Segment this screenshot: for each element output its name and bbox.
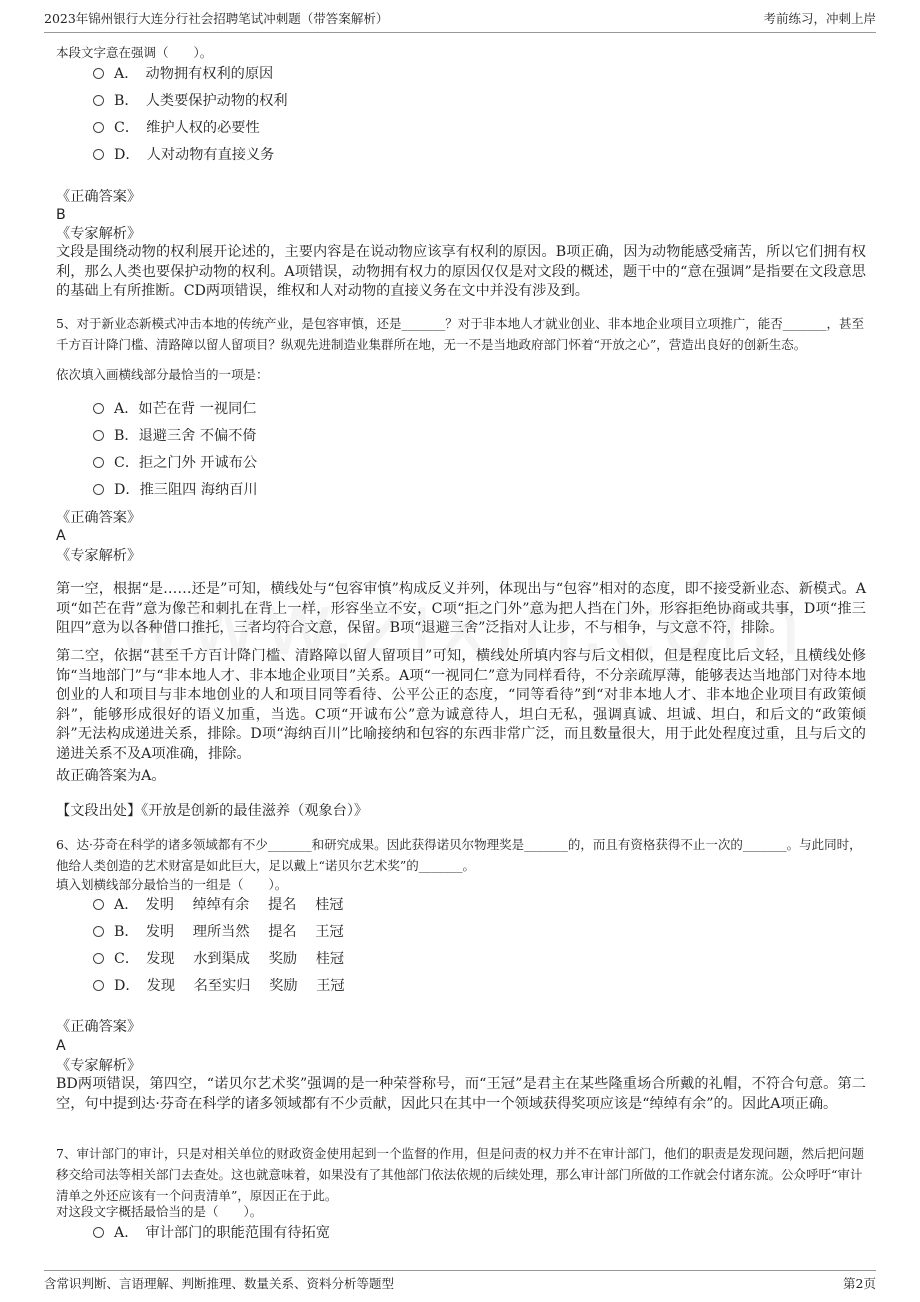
q7-option-a[interactable]: A． 审计部门的职能范围有待拓宽	[93, 1222, 330, 1244]
radio-icon[interactable]	[93, 926, 104, 937]
q4-answer: B	[56, 207, 66, 223]
q5-answer-label: 《正确答案》	[56, 510, 142, 526]
q4-analysis-label: 《专家解析》	[56, 226, 142, 242]
q4-option-b[interactable]: B． 人类要保护动物的权利	[93, 90, 288, 112]
q5-option-b[interactable]: B．退避三舍 不偏不倚	[93, 425, 257, 447]
q5-prompt: 依次填入画横线部分最恰当的一项是：	[56, 367, 269, 382]
radio-icon[interactable]	[93, 430, 104, 441]
footer-topics: 含常识判断、言语理解、判断推理、数量关系、资料分析等题型	[44, 1276, 395, 1291]
radio-icon[interactable]	[93, 484, 104, 495]
page-number: 第2页	[843, 1276, 876, 1291]
q5-source: 【文段出处】《开放是创新的最佳滋养（观象台）》	[56, 803, 369, 819]
radio-icon[interactable]	[93, 457, 104, 468]
q4-analysis: 文段是围绕动物的权利展开论述的，主要内容是在说动物应该享有权利的原因。B项正确，因为动物能感受痛苦，所以它们拥有权利，那么人类也要保护动物的权利。A项错误，动物拥有权力的原因仅仅是对文段的概述，题干中的“意在强调”是指要在文段意思的基础上有所推断。CD两项错误，维权和人对动物的直接义务在文中并没有涉及到。	[56, 244, 866, 299]
q4-option-c[interactable]: C． 维护人权的必要性	[93, 117, 260, 139]
q5-stem: 5、对于新业态新模式冲击本地的传统产业，是包容审慎，还是_______？对于非本地人才就业创业、非本地企业项目立项推广，能否_______，甚至千方百计降门槛、清路障以留人留项目？纵观先进制造业集群所在地，无一不是当地政府部门怀着“开放之心”，营造出良好的创新生态。	[56, 316, 864, 352]
q6-answer-label: 《正确答案》	[56, 1019, 142, 1035]
q4-option-a[interactable]: A． 动物拥有权利的原因	[93, 63, 273, 85]
q4-answer-label: 《正确答案》	[56, 189, 142, 205]
q7-stem: 7、审计部门的审计，只是对相关单位的财政资金使用起到一个监督的作用，但是问责的权力并不在审计部门，他们的职责是发现问题，然后把问题移交给司法等相关部门去查处。这也就意味着，如果没有了其他部门依法依规的后续处理，那么审计部门所做的工作就会付诸东流。公众呼吁“审计清单之外还应该有一个问责清单”，原因正在于此。	[56, 1146, 864, 1203]
q5-option-c[interactable]: C．拒之门外 开诚布公	[93, 452, 257, 474]
q5-conclusion: 故正确答案为A。	[56, 768, 166, 784]
radio-icon[interactable]	[93, 95, 104, 106]
q6-option-a[interactable]: A． 发明 绰绰有余 提名 桂冠	[93, 894, 344, 916]
radio-icon[interactable]	[93, 1227, 104, 1238]
q6-analysis-label: 《专家解析》	[56, 1058, 142, 1074]
radio-icon[interactable]	[93, 953, 104, 964]
q4-stem: 本段文字意在强调（ ）。	[56, 45, 213, 60]
q6-analysis: BD两项错误，第四空，“诺贝尔艺术奖”强调的是一种荣誉称号，而“王冠”是君主在某些隆重场合所戴的礼帽，不符合句意。第二空，句中提到达·芬奇在科学的诸多领域都有不少贡献，因此只在其中一个领域获得奖项应该是“绰绰有余”的。因此A项正确。	[56, 1076, 866, 1112]
q5-analysis-label: 《专家解析》	[56, 548, 142, 564]
radio-icon[interactable]	[93, 899, 104, 910]
q6-prompt: 填入划横线部分最恰当的一组是（ ）。	[56, 877, 288, 892]
q5-option-d[interactable]: D．推三阻四 海纳百川	[93, 479, 258, 501]
page-header	[44, 10, 876, 33]
q6-option-b[interactable]: B． 发明 理所当然 提名 王冠	[93, 921, 344, 943]
q5-answer: A	[56, 528, 66, 544]
page-footer	[44, 1270, 876, 1293]
q4-option-d[interactable]: D． 人对动物有直接义务	[93, 144, 274, 166]
q5-analysis-para2: 第二空，依据“甚至千方百计降门槛、清路障以留人留项目”可知，横线处所填内容与后文相似，但是程度比后文轻，且横线处修饰“当地部门”与“非本地人才、非本地企业项目”关系。A项“一视同仁”意为同样看待，不分亲疏厚薄，能够表达当地部门对待本地创业的人和项目与非本地创业的人和项目同等看待、公平公正的态度，“同等看待”到“对非本地人才、非本地企业项目有政策倾斜”，能够形成很好的语义加重，当选。C项“开诚布公”意为诚意待人，坦白无私，强调真诚、坦诚、坦白，和后文的“政策倾斜”无法构成递进关系，排除。D项“海纳百川”比喻接纳和包容的东西非常广泛，而且数量很大，用于此处程度过重，且与后文的递进关系不及A项准确，排除。	[56, 648, 866, 762]
radio-icon[interactable]	[93, 68, 104, 79]
radio-icon[interactable]	[93, 122, 104, 133]
radio-icon[interactable]	[93, 403, 104, 414]
q5-analysis-para1: 第一空，根据“是……还是”可知，横线处与“包容审慎”构成反义并列，体现出与“包容”相对的态度，即不接受新业态、新模式。A项“如芒在背”意为像芒和刺扎在背上一样，形容坐立不安，C项“拒之门外”意为把人挡在门外，形容拒绝协商或共事，D项“推三阻四”意为以各种借口推托，三者均符合文意，保留。B项“退避三舍”泛指对人让步，不与相争，与文意不符，排除。	[56, 581, 866, 636]
q6-answer: A	[56, 1038, 66, 1054]
document-title: 2023年锦州银行大连分行社会招聘笔试冲刺题（带答案解析）	[44, 11, 389, 26]
header-slogan: 考前练习，冲刺上岸	[763, 11, 876, 26]
q6-option-c[interactable]: C． 发现 水到渠成 奖励 桂冠	[93, 948, 344, 970]
q5-option-a[interactable]: A．如芒在背 一视同仁	[93, 398, 256, 420]
q7-prompt: 对这段文字概括最恰当的是（ ）。	[56, 1204, 263, 1219]
q6-stem: 6、达·芬奇在科学的诸多领域都有不少_______和研究成果。因此获得诺贝尔物理奖是_______的，而且有资格获得不止一次的_______。与此同时，他给人类创造的艺术财富是如此巨大，足以戴上“诺贝尔艺术奖”的_______。	[56, 837, 862, 873]
radio-icon[interactable]	[93, 980, 104, 991]
radio-icon[interactable]	[93, 149, 104, 160]
q6-option-d[interactable]: D． 发现 名至实归 奖励 王冠	[93, 975, 345, 997]
